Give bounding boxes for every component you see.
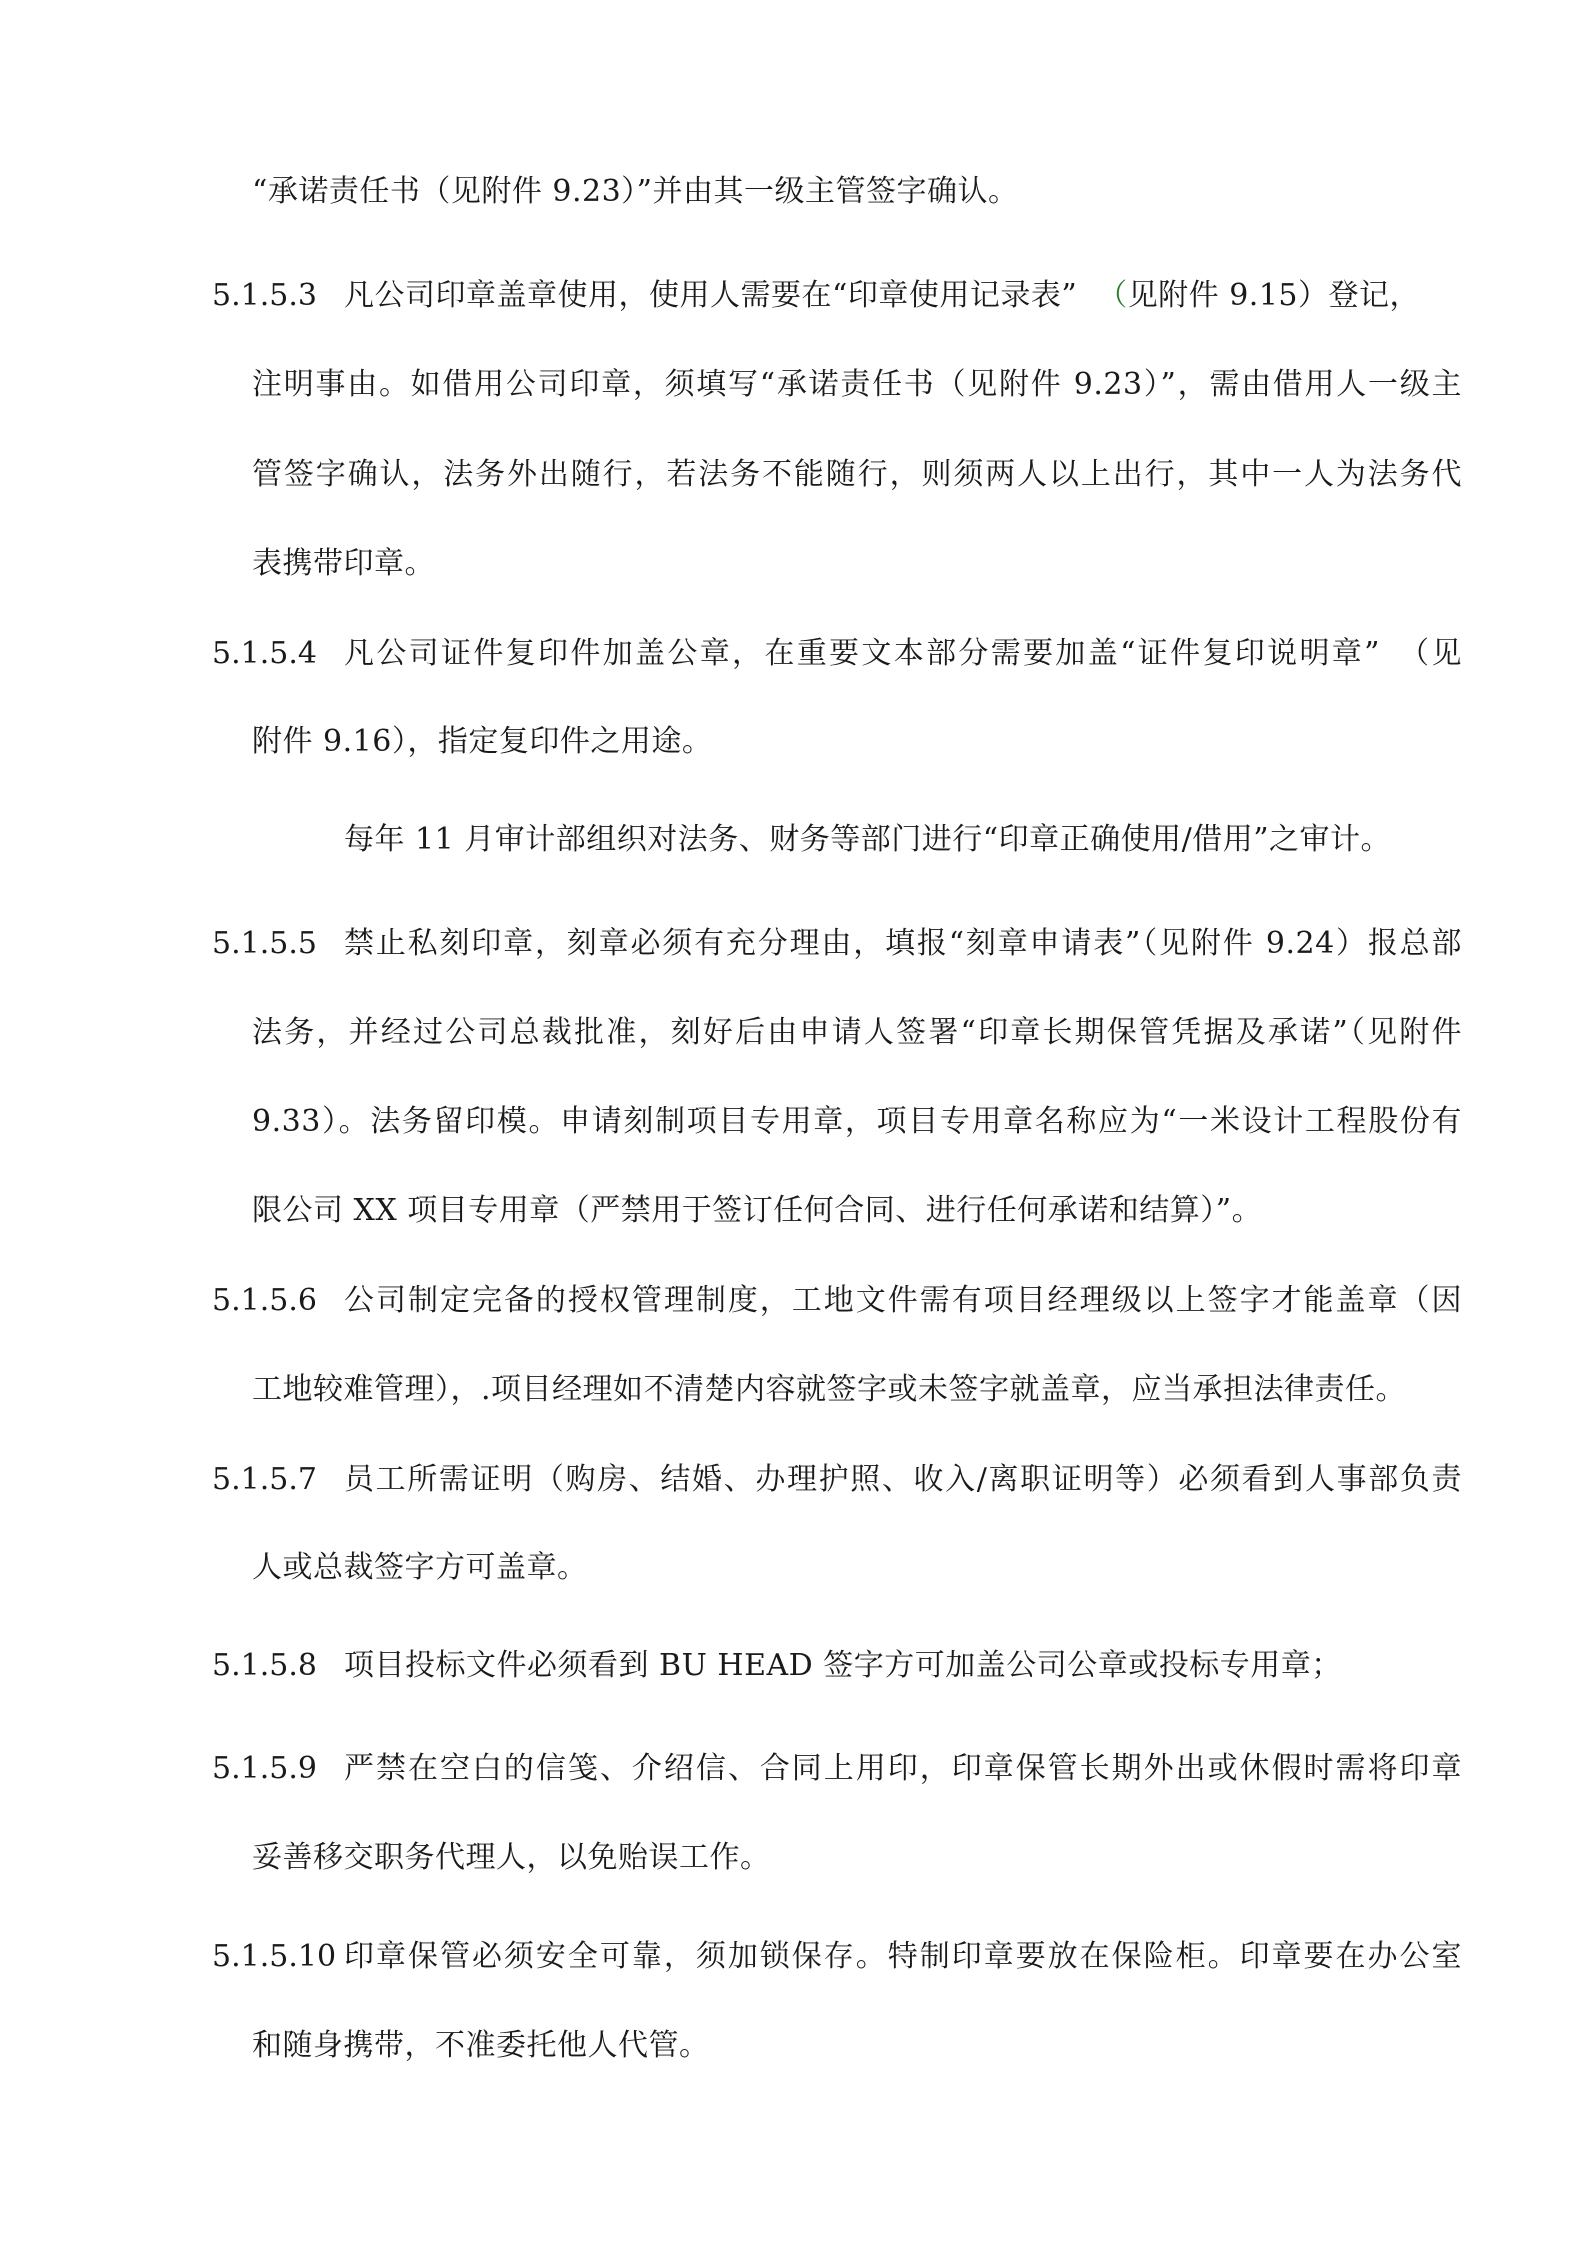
clause-number: 5.1.5.8 [212,1648,317,1683]
paragraph-line: 妥善移交职务代理人，以免贻误工作。 [252,1840,771,1875]
clause-number: 5.1.5.7 [212,1462,317,1497]
paragraph-line: 员工所需证明（购房、结婚、办理护照、收入/离职证明等）必须看到人事部负责 [344,1462,1462,1497]
paragraph-line: 严禁在空白的信笺、介绍信、合同上用印，印章保管长期外出或休假时需将印章 [344,1751,1462,1786]
paragraph-line: 9.33）。法务留印模。申请刻制项目专用章，项目专用章名称应为“一米设计工程股份有 [252,1104,1462,1139]
paragraph-line: 人或总裁签字方可盖章。 [252,1550,588,1585]
green-bracket: （ [1097,278,1128,313]
clause-number: 5.1.5.9 [212,1751,317,1786]
paragraph-line: 工地较难管理），.项目经理如不清楚内容就签字或未签字就盖章，应当承担法律责任。 [252,1372,1407,1407]
clause-number: 5.1.5.6 [212,1283,317,1318]
paragraph-line: 项目投标文件必须看到 BU HEAD 签字方可加盖公司公章或投标专用章； [344,1648,1342,1683]
text-segment: 凡公司印章盖章使用，使用人需要在“印章使用记录表” [344,278,1078,313]
text-segment: 见附件 9.15）登记， [1127,278,1421,313]
paragraph-line: 公司制定完备的授权管理制度，工地文件需有项目经理级以上签字才能盖章（因 [344,1283,1462,1318]
paragraph-line: “承诺责任书（见附件 9.23）”并由其一级主管签字确认。 [252,174,1019,209]
paragraph-line: 每年 11 月审计部组织对法务、财务等部门进行“印章正确使用/借用”之审计。 [344,822,1392,857]
clause-number: 5.1.5.3 [212,278,317,313]
paragraph-line: 限公司 XX 项目专用章（严禁用于签订任何合同、进行任何承诺和结算）”。 [252,1193,1263,1228]
paragraph-line: 印章保管必须安全可靠，须加锁保存。特制印章要放在保险柜。印章要在办公室 [344,1939,1462,1974]
clause-number: 5.1.5.5 [212,926,317,961]
paragraph-line: 凡公司证件复印件加盖公章，在重要文本部分需要加盖“证件复印说明章” （见 [344,636,1462,671]
paragraph-line: 和随身携带，不准委托他人代管。 [252,2028,710,2063]
paragraph-line: 法务，并经过公司总裁批准，刻好后由申请人签署“印章长期保管凭据及承诺”（见附件 [252,1015,1462,1050]
clause-number: 5.1.5.10 [212,1939,337,1974]
paragraph-line: 附件 9.16），指定复印件之用途。 [252,724,713,759]
paragraph-line: 表携带印章。 [252,546,435,581]
clause-number: 5.1.5.4 [212,636,317,671]
paragraph-line: 管签字确认，法务外出随行，若法务不能随行，则须两人以上出行，其中一人为法务代 [252,457,1462,492]
paragraph-line: 注明事由。如借用公司印章，须填写“承诺责任书（见附件 9.23）”，需由借用人一级主 [252,367,1462,402]
paragraph-line [344,276,1462,316]
paragraph-line: 禁止私刻印章，刻章必须有充分理由，填报“刻章申请表”（见附件 9.24）报总部 [344,926,1462,961]
